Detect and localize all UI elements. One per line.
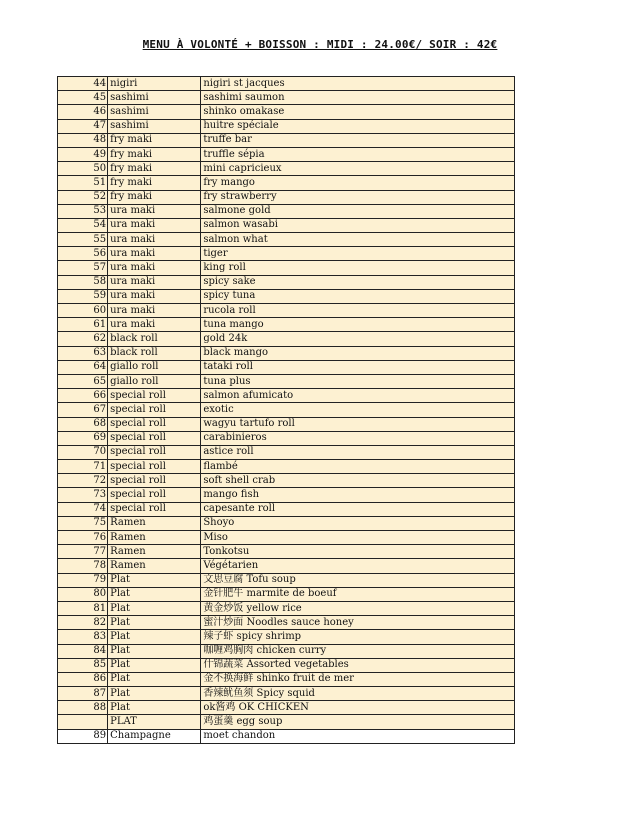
item-number: 80 bbox=[58, 587, 108, 601]
item-number: 54 bbox=[58, 218, 108, 232]
item-number bbox=[58, 715, 108, 729]
table-row bbox=[58, 162, 515, 176]
item-name: huitre spéciale bbox=[201, 119, 515, 133]
item-category: special roll bbox=[108, 403, 201, 417]
item-name: salmon afumicato bbox=[201, 389, 515, 403]
item-category: giallo roll bbox=[108, 374, 201, 388]
table-row bbox=[58, 218, 515, 232]
item-number: 47 bbox=[58, 119, 108, 133]
item-name: fry mango bbox=[201, 176, 515, 190]
item-name: 香辣鱿鱼须 Spicy squid bbox=[201, 687, 515, 701]
item-number: 56 bbox=[58, 247, 108, 261]
item-category: special roll bbox=[108, 389, 201, 403]
item-name: 咖喱鸡胸肉 chicken curry bbox=[201, 644, 515, 658]
item-number: 77 bbox=[58, 545, 108, 559]
item-number: 45 bbox=[58, 91, 108, 105]
table-row bbox=[58, 261, 515, 275]
item-name: salmone gold bbox=[201, 204, 515, 218]
item-number: 87 bbox=[58, 687, 108, 701]
item-number: 88 bbox=[58, 701, 108, 715]
item-number: 64 bbox=[58, 360, 108, 374]
item-number: 58 bbox=[58, 275, 108, 289]
table-row bbox=[58, 105, 515, 119]
item-category: Ramen bbox=[108, 559, 201, 573]
table-row bbox=[58, 630, 515, 644]
item-name: exotic bbox=[201, 403, 515, 417]
item-number: 83 bbox=[58, 630, 108, 644]
table-row bbox=[58, 474, 515, 488]
table-row bbox=[58, 431, 515, 445]
table-row bbox=[58, 318, 515, 332]
table-row bbox=[58, 91, 515, 105]
item-name: ok酱鸡 OK CHICKEN bbox=[201, 701, 515, 715]
item-category: Ramen bbox=[108, 545, 201, 559]
item-name: carabinieros bbox=[201, 431, 515, 445]
item-number: 79 bbox=[58, 573, 108, 587]
table-row bbox=[58, 204, 515, 218]
item-name: gold 24k bbox=[201, 332, 515, 346]
item-number: 50 bbox=[58, 162, 108, 176]
item-category: Plat bbox=[108, 687, 201, 701]
item-number: 70 bbox=[58, 445, 108, 459]
item-category: Plat bbox=[108, 616, 201, 630]
table-row bbox=[58, 502, 515, 516]
item-name: sashimi saumon bbox=[201, 91, 515, 105]
table-row bbox=[58, 531, 515, 545]
item-category: ura maki bbox=[108, 247, 201, 261]
table-row bbox=[58, 729, 515, 743]
table-row bbox=[58, 360, 515, 374]
table-row bbox=[58, 545, 515, 559]
item-category: ura maki bbox=[108, 218, 201, 232]
item-number: 82 bbox=[58, 616, 108, 630]
item-number: 48 bbox=[58, 133, 108, 147]
item-category: sashimi bbox=[108, 119, 201, 133]
table-row bbox=[58, 445, 515, 459]
item-number: 60 bbox=[58, 304, 108, 318]
item-category: fry maki bbox=[108, 190, 201, 204]
item-name: Végétarien bbox=[201, 559, 515, 573]
table-row bbox=[58, 417, 515, 431]
table-row bbox=[58, 389, 515, 403]
item-number: 62 bbox=[58, 332, 108, 346]
table-row bbox=[58, 715, 515, 729]
table-row bbox=[58, 587, 515, 601]
item-name: truffle sépia bbox=[201, 147, 515, 161]
item-category: ura maki bbox=[108, 233, 201, 247]
item-number: 53 bbox=[58, 204, 108, 218]
item-name: 什锦蔬菜 Assorted vegetables bbox=[201, 658, 515, 672]
item-category: fry maki bbox=[108, 176, 201, 190]
table-row bbox=[58, 687, 515, 701]
item-name: astice roll bbox=[201, 445, 515, 459]
item-category: giallo roll bbox=[108, 360, 201, 374]
item-category: ura maki bbox=[108, 204, 201, 218]
item-number: 67 bbox=[58, 403, 108, 417]
item-number: 69 bbox=[58, 431, 108, 445]
menu-table-body bbox=[58, 77, 515, 744]
item-category: sashimi bbox=[108, 105, 201, 119]
table-row bbox=[58, 77, 515, 91]
table-row bbox=[58, 247, 515, 261]
item-name: 辣子虾 spicy shrimp bbox=[201, 630, 515, 644]
table-row bbox=[58, 516, 515, 530]
table-row bbox=[58, 374, 515, 388]
item-category: Plat bbox=[108, 701, 201, 715]
table-row bbox=[58, 133, 515, 147]
item-number: 84 bbox=[58, 644, 108, 658]
item-number: 51 bbox=[58, 176, 108, 190]
item-category: ura maki bbox=[108, 304, 201, 318]
table-row bbox=[58, 658, 515, 672]
table-row bbox=[58, 304, 515, 318]
item-category: PLAT bbox=[108, 715, 201, 729]
item-name: rucola roll bbox=[201, 304, 515, 318]
item-name: soft shell crab bbox=[201, 474, 515, 488]
item-number: 74 bbox=[58, 502, 108, 516]
table-row bbox=[58, 701, 515, 715]
table-row bbox=[58, 233, 515, 247]
table-row bbox=[58, 601, 515, 615]
item-category: Plat bbox=[108, 658, 201, 672]
item-number: 55 bbox=[58, 233, 108, 247]
item-number: 65 bbox=[58, 374, 108, 388]
item-name: spicy tuna bbox=[201, 289, 515, 303]
item-category: special roll bbox=[108, 502, 201, 516]
item-name: king roll bbox=[201, 261, 515, 275]
item-name: tiger bbox=[201, 247, 515, 261]
table-row bbox=[58, 559, 515, 573]
item-category: ura maki bbox=[108, 289, 201, 303]
item-name: Miso bbox=[201, 531, 515, 545]
item-number: 72 bbox=[58, 474, 108, 488]
item-name: tataki roll bbox=[201, 360, 515, 374]
table-row bbox=[58, 403, 515, 417]
item-name: wagyu tartufo roll bbox=[201, 417, 515, 431]
table-row bbox=[58, 488, 515, 502]
item-number: 46 bbox=[58, 105, 108, 119]
table-row bbox=[58, 346, 515, 360]
item-name: spicy sake bbox=[201, 275, 515, 289]
item-name: capesante roll bbox=[201, 502, 515, 516]
item-number: 86 bbox=[58, 672, 108, 686]
item-name: nigiri st jacques bbox=[201, 77, 515, 91]
item-category: special roll bbox=[108, 474, 201, 488]
item-category: Plat bbox=[108, 672, 201, 686]
item-name: 金针肥牛 marmite de boeuf bbox=[201, 587, 515, 601]
table-row bbox=[58, 332, 515, 346]
item-category: black roll bbox=[108, 346, 201, 360]
item-name: truffe bar bbox=[201, 133, 515, 147]
table-row bbox=[58, 190, 515, 204]
table-row bbox=[58, 119, 515, 133]
table-row bbox=[58, 460, 515, 474]
item-number: 49 bbox=[58, 147, 108, 161]
item-category: fry maki bbox=[108, 147, 201, 161]
item-category: special roll bbox=[108, 445, 201, 459]
table-row bbox=[58, 176, 515, 190]
item-name: black mango bbox=[201, 346, 515, 360]
item-category: special roll bbox=[108, 431, 201, 445]
item-category: special roll bbox=[108, 460, 201, 474]
item-name: flambé bbox=[201, 460, 515, 474]
item-number: 63 bbox=[58, 346, 108, 360]
item-name: 蜜汁炒面 Noodles sauce honey bbox=[201, 616, 515, 630]
item-name: 金不换海鲜 shinko fruit de mer bbox=[201, 672, 515, 686]
item-category: Champagne bbox=[108, 729, 201, 743]
item-number: 59 bbox=[58, 289, 108, 303]
item-number: 85 bbox=[58, 658, 108, 672]
item-number: 52 bbox=[58, 190, 108, 204]
item-number: 78 bbox=[58, 559, 108, 573]
item-category: ura maki bbox=[108, 318, 201, 332]
item-category: nigiri bbox=[108, 77, 201, 91]
item-number: 76 bbox=[58, 531, 108, 545]
item-category: Ramen bbox=[108, 531, 201, 545]
item-number: 75 bbox=[58, 516, 108, 530]
item-number: 44 bbox=[58, 77, 108, 91]
item-name: Tonkotsu bbox=[201, 545, 515, 559]
table-row bbox=[58, 616, 515, 630]
table-row bbox=[58, 672, 515, 686]
item-name: 鸡蛋羹 egg soup bbox=[201, 715, 515, 729]
item-name: 文思豆腐 Tofu soup bbox=[201, 573, 515, 587]
item-name: mango fish bbox=[201, 488, 515, 502]
item-category: fry maki bbox=[108, 162, 201, 176]
item-category: Plat bbox=[108, 601, 201, 615]
item-category: Plat bbox=[108, 573, 201, 587]
item-category: special roll bbox=[108, 417, 201, 431]
menu-table bbox=[57, 76, 515, 744]
item-category: fry maki bbox=[108, 133, 201, 147]
item-name: moet chandon bbox=[201, 729, 515, 743]
item-category: Plat bbox=[108, 630, 201, 644]
item-category: special roll bbox=[108, 488, 201, 502]
item-category: ura maki bbox=[108, 275, 201, 289]
item-category: Plat bbox=[108, 587, 201, 601]
table-row bbox=[58, 275, 515, 289]
item-name: Shoyo bbox=[201, 516, 515, 530]
item-name: 黄金炒饭 yellow rice bbox=[201, 601, 515, 615]
item-number: 73 bbox=[58, 488, 108, 502]
item-number: 66 bbox=[58, 389, 108, 403]
item-category: sashimi bbox=[108, 91, 201, 105]
table-row bbox=[58, 644, 515, 658]
item-number: 71 bbox=[58, 460, 108, 474]
item-category: Ramen bbox=[108, 516, 201, 530]
item-name: fry strawberry bbox=[201, 190, 515, 204]
item-name: salmon wasabi bbox=[201, 218, 515, 232]
item-name: tuna plus bbox=[201, 374, 515, 388]
item-category: black roll bbox=[108, 332, 201, 346]
menu-title: MENU À VOLONTÉ + BOISSON : MIDI : 24.00€/ SOIR : 42€ bbox=[142, 38, 498, 51]
table-row bbox=[58, 289, 515, 303]
item-category: Plat bbox=[108, 644, 201, 658]
item-category: ura maki bbox=[108, 261, 201, 275]
item-number: 61 bbox=[58, 318, 108, 332]
item-number: 68 bbox=[58, 417, 108, 431]
item-name: tuna mango bbox=[201, 318, 515, 332]
item-name: shinko omakase bbox=[201, 105, 515, 119]
item-number: 89 bbox=[58, 729, 108, 743]
item-number: 57 bbox=[58, 261, 108, 275]
item-name: mini capricieux bbox=[201, 162, 515, 176]
item-name: salmon what bbox=[201, 233, 515, 247]
item-number: 81 bbox=[58, 601, 108, 615]
table-row bbox=[58, 147, 515, 161]
table-row bbox=[58, 573, 515, 587]
